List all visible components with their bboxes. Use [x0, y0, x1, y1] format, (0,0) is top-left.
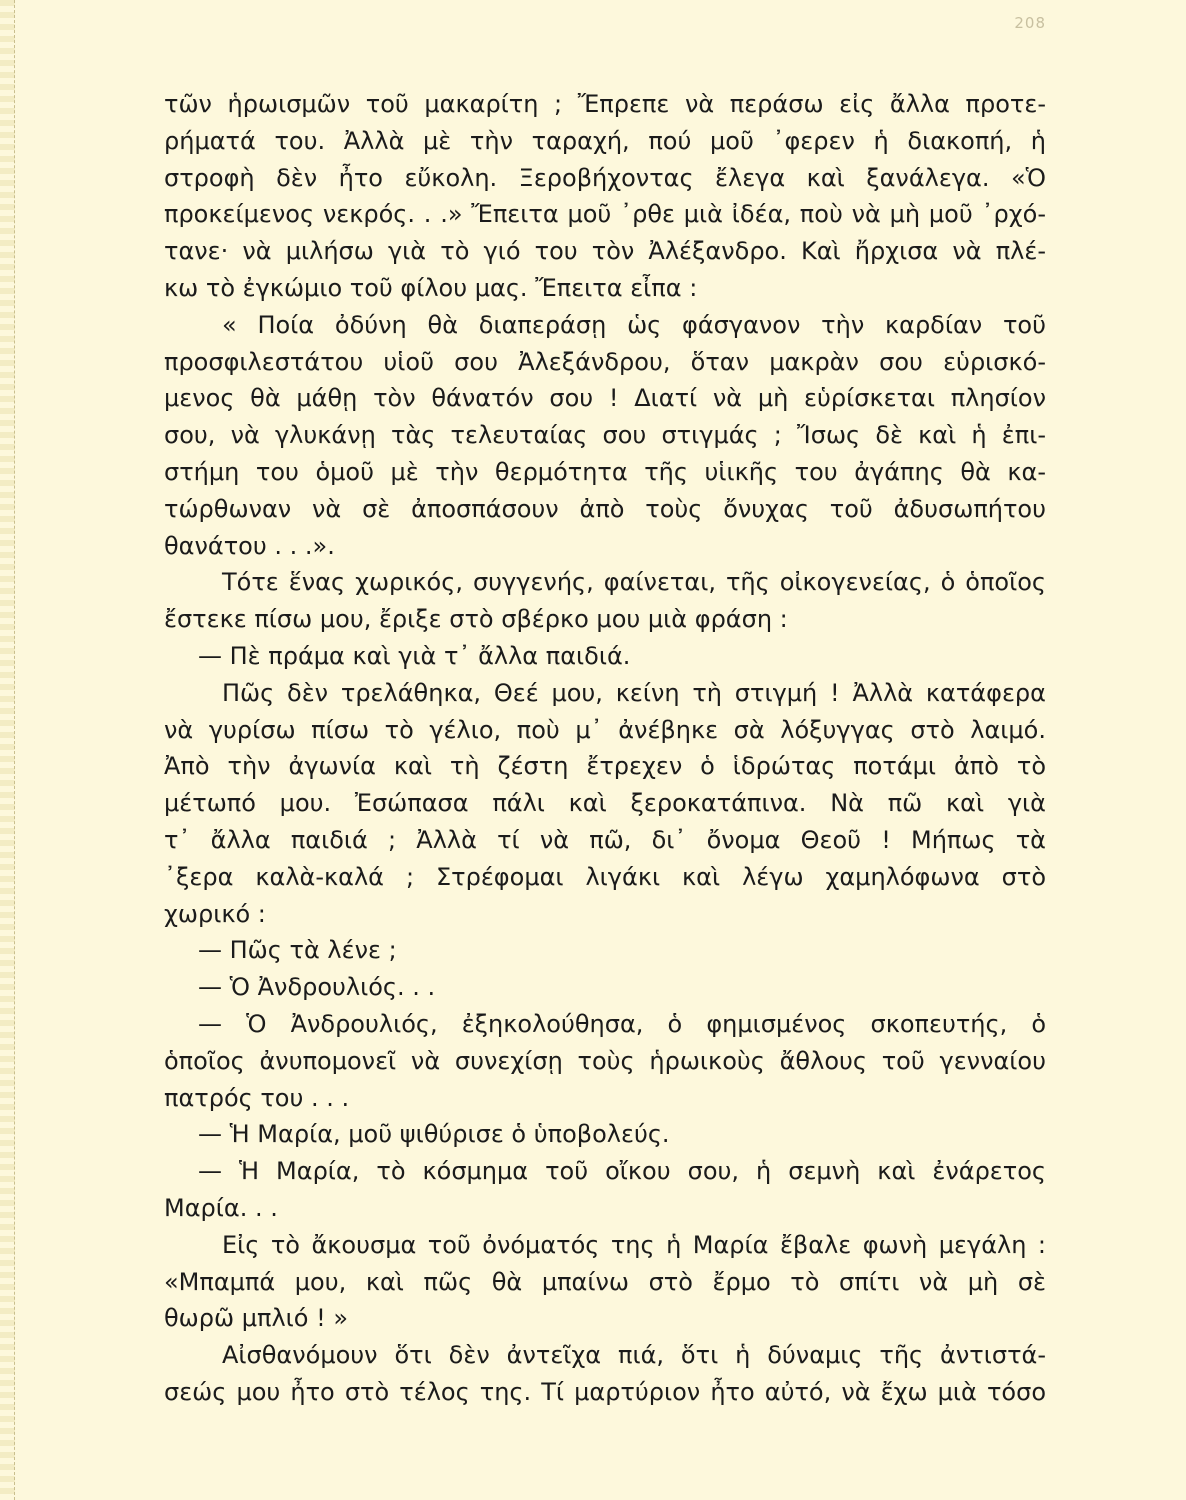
text-line: χωρικό :	[164, 899, 266, 928]
text-line: θανάτου . . .».	[164, 531, 335, 560]
text-line: — Ὁ Ἀνδρουλιός, ἐξηκολούθησα, ὁ φημισμένος σκοπευτής, ὁ	[198, 1009, 1046, 1038]
page-number: 208	[1014, 14, 1046, 32]
text-line: — Πῶς τὰ λένε ;	[198, 936, 397, 965]
text-line: τώρθωναν νὰ σὲ ἀποσπάσουν ἀπὸ τοὺς ὄνυχας τοῦ ἀδυσωπήτου	[164, 494, 1046, 523]
text-line: σεώς μου ἦτο στὸ τέλος της. Τί μαρτύριον ἦτο αὐτό, νὰ ἔχω μιὰ τόσο	[164, 1377, 1046, 1406]
text-line: θωρῶ μπλιό ! »	[164, 1304, 349, 1333]
text-line: μέτωπό μου. Ἐσώπασα πάλι καὶ ξεροκατάπινα. Νὰ πῶ καὶ γιὰ	[164, 789, 1046, 818]
text-line: ὁποῖος ἀνυπομονεῖ νὰ συνεχίσῃ τοὺς ἡρωικοὺς ἄθλους τοῦ γενναίου	[164, 1046, 1046, 1075]
text-line: στήμη του ὁμοῦ μὲ τὴν θερμότητα τῆς υἱικῆς του ἀγάπης θὰ κα-	[164, 457, 1046, 486]
text-line: «Μπαμπά μου, καὶ πῶς θὰ μπαίνω στὸ ἔρμο τὸ σπίτι νὰ μὴ σὲ	[164, 1267, 1046, 1296]
text-line: κω τὸ ἐγκώμιο τοῦ φίλου μας. Ἔπειτα εἶπα :	[164, 273, 698, 302]
text-line: πατρός του . . .	[164, 1083, 350, 1112]
text-line: — Ἡ Μαρία, μοῦ ψιθύρισε ὁ ὑποβολεύς.	[198, 1120, 670, 1149]
text-line: Εἰς τὸ ἄκουσμα τοῦ ὀνόματός της ἡ Μαρία ἔβαλε φωνὴ μεγάλη :	[222, 1230, 1046, 1259]
text-line: τανε· νὰ μιλήσω γιὰ τὸ γιό του τὸν Ἀλέξανδρο. Καὶ ἤρχισα νὰ πλέ-	[164, 237, 1046, 266]
text-line: « Ποία ὀδύνη θὰ διαπεράσῃ ὡς φάσγανον τὴν καρδίαν τοῦ	[222, 310, 1046, 339]
text-line: ἔστεκε πίσω μου, ἔριξε στὸ σβέρκο μου μιὰ φράση :	[164, 605, 788, 634]
text-line: ᾿ξερα καλὰ-καλά ; Στρέφομαι λιγάκι καὶ λέγω χαμηλόφωνα στὸ	[164, 862, 1046, 891]
text-line: στροφὴ δὲν ἦτο εὔκολη. Ξεροβήχοντας ἔλεγα καὶ ξανάλεγα. «Ὁ	[164, 163, 1046, 192]
text-line: Μαρία. . .	[164, 1193, 278, 1222]
text-line: ρήματά του. Ἀλλὰ μὲ τὴν ταραχή, πού μοῦ ᾿φερεν ἡ διακοπή, ἡ	[164, 126, 1046, 155]
text-line: — Ἡ Μαρία, τὸ κόσμημα τοῦ οἴκου σου, ἡ σεμνὴ καὶ ἐνάρετος	[198, 1157, 1046, 1186]
perforated-left-edge	[0, 0, 15, 1500]
text-line: νὰ γυρίσω πίσω τὸ γέλιο, ποὺ μ᾿ ἀνέβηκε σὰ λόξυγγας στὸ λαιμό.	[164, 715, 1046, 744]
text-line: σου, νὰ γλυκάνῃ τὰς τελευταίας σου στιγμάς ; Ἴσως δὲ καὶ ἡ ἐπι-	[164, 421, 1046, 450]
body-text	[164, 86, 1046, 1411]
text-line: — Πὲ πράμα καὶ γιὰ τ᾿ ἄλλα παιδιά.	[198, 641, 631, 670]
text-line: Πῶς δὲν τρελάθηκα, Θεέ μου, κείνη τὴ στιγμή ! Ἀλλὰ κατάφερα	[222, 678, 1046, 707]
text-line: προκείμενος νεκρός. . .» Ἔπειτα μοῦ ᾿ρθε μιὰ ἰδέα, ποὺ νὰ μὴ μοῦ ᾿ρχό-	[164, 200, 1046, 229]
text-line: Τότε ἕνας χωρικός, συγγενής, φαίνεται, τῆς οἰκογενείας, ὁ ὁποῖος	[222, 568, 1046, 597]
text-line: Ἀπὸ τὴν ἀγωνία καὶ τὴ ζέστη ἔτρεχεν ὁ ἱδρώτας ποτάμι ἀπὸ τὸ	[164, 752, 1046, 781]
text-line: προσφιλεστάτου υἱοῦ σου Ἀλεξάνδρου, ὅταν μακρὰν σου εὑρισκό-	[164, 347, 1046, 376]
text-line: Αἰσθανόμουν ὅτι δὲν ἀντεῖχα πιά, ὅτι ἡ δύναμις τῆς ἀντιστά-	[222, 1341, 1046, 1370]
text-line: τ᾿ ἄλλα παιδιά ; Ἀλλὰ τί νὰ πῶ, δι᾿ ὄνομα Θεοῦ ! Μήπως τὰ	[164, 825, 1046, 854]
text-line: τῶν ἡρωισμῶν τοῦ μακαρίτη ; Ἔπρεπε νὰ περάσω εἰς ἄλλα προτε-	[164, 90, 1046, 118]
text-line: μενος θὰ μάθῃ τὸν θάνατόν σου ! Διατί νὰ μὴ εὑρίσκεται πλησίον	[164, 384, 1046, 413]
text-line: — Ὁ Ἀνδρουλιός. . .	[198, 973, 436, 1002]
